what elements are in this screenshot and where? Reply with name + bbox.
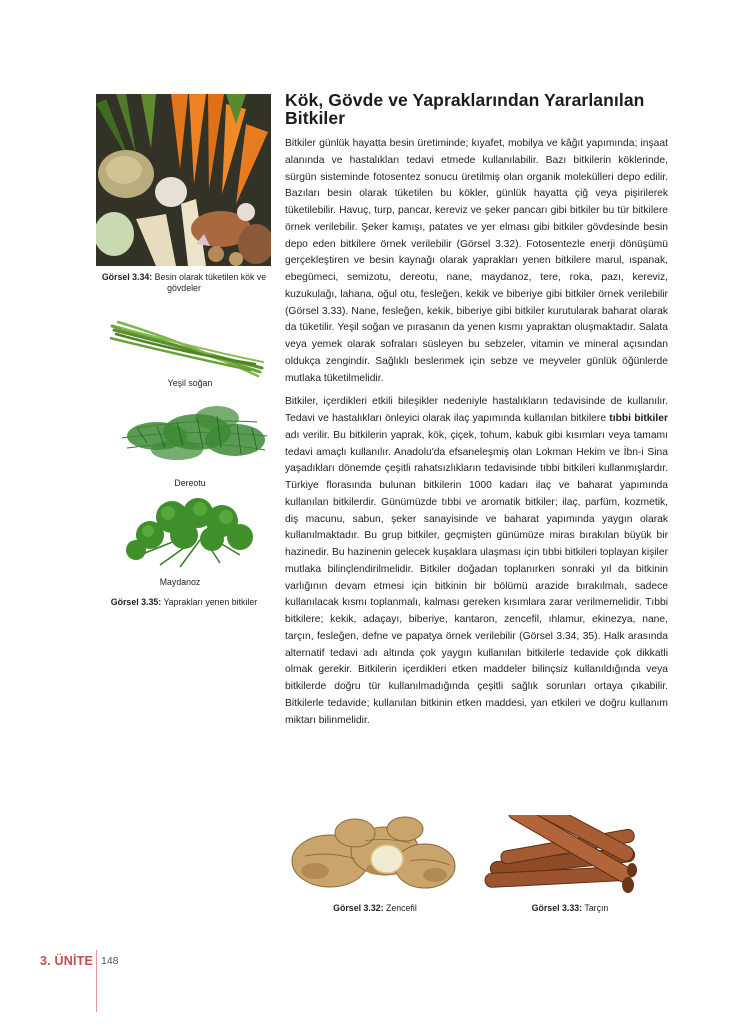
page-number: 148 bbox=[101, 955, 119, 967]
caption-label: Görsel 3.32: bbox=[333, 903, 384, 913]
caption-dill: Dereotu bbox=[174, 478, 206, 488]
caption-label: Görsel 3.34: bbox=[101, 272, 153, 282]
ginger-image bbox=[285, 811, 460, 901]
green-onion-image bbox=[110, 318, 265, 378]
cinnamon-image bbox=[480, 815, 640, 897]
root-vegetables-image bbox=[96, 94, 271, 266]
caption-label: Görsel 3.35: bbox=[110, 597, 162, 607]
caption-text: Yaprakları yenen bitkiler bbox=[163, 597, 258, 607]
paragraph-2-text-b: adı verilir. Bu bitkilerin yaprak, kök, çiçek, tohum, kabuk gibi kısımları veya tamamı tedavi amaçlı kullanılır. Anadolu'da efsaneleşmiş olan Lokman Hekim ve İbn-i Sina yaşadıkları dönemde çeşitli rahatsızlıkların tedavisinde tıbbi bitkileri kullanmışlardır. Türkiye florasında bulunan bitkilerin 1000 kadarı ilaç ve baharat yapımında kullanılan bitkilerdir. Günümüzde tıbbi ve aromatik bitkiler; ilaç, parfüm, kozmetik, diş macunu, sabun, şeker sanayisinde ve baharat yapımında yaygın olarak kullanılmaktadır. Bu grup bitkiler, geçmişten günümüze miras bırakılan büyük bir hazinedir. Bu hazinenin gelecek kuşaklara ulaşması için tıbbi bitkileri toplayan kişiler mutlaka bilinçlendirilmelidir. Bitkiler doğadan toplanırken sonraki yıl da bitkinin varlığının devam etmesi için bitkinin bir bölümü arazide bırakılmalı, sadece kullanılacak kısmı toplanmalı, kalması gereken kısımlara zarar verilmemelidir. Tıbbi bitkilere; kekik, adaçayı, biberiye, kantaron, zencefil, ıhlamur, ekinezya, nane, tarçın, fesleğen, defne ve papatya örnek verilebilir (Görsel 3.34, 35). Halk arasında alternatif tedavi adı altında çok yaygın kullanılan bitkilerle tedavide çok dikkatli olmak gerekir. Bitkilerin içerdikleri etken maddeler bilinçsiz kullanıldığında veya bitkilerde doğru tür kullanılmadığında çeşitli sağlık sorunları ortaya çıkabilir. Bitkilerle tedavide; kullanılan bitkinin etken maddesi, yan etkileri ve doğru kullanım miktarı bilinmelidir. bbox=[285, 429, 668, 726]
caption-green-onion: Yeşil soğan bbox=[167, 378, 213, 388]
unit-label: 3. ÜNİTE bbox=[40, 954, 93, 968]
parsley-image bbox=[120, 495, 260, 570]
paragraph-1: Bitkiler günlük hayatta besin üretiminde; kıyafet, mobilya ve kâğıt yapımında; inşaat alanında ve hastalıkları tedavi etmede kullanılabilir. Bazı bitkilerin köklerinde, sürgün sisteminde fotosentez sonucu üretilmiş olan organik molekülleri depo edilir. Bazıları besin olarak tüketilen bu kökler, günlük hayatta çiğ veya pişirilerek tüketilebilir. Havuç, turp, pancar, kereviz ve şeker pancarı gibi bitkiler bu tür bitkilere örnek verilebilir. Şeker kamışı, patates ve yer elması gibi bitkiler gövdesinde besin depo eden bitkilere örnek verilebilir (Görsel 3.32). Fotosentezle enerji dönüşümü gerçekleştiren ve besin kaynağı olarak yaprakları yenen bitkilere marul, ıspanak, ebegümeci, semizotu, dereotu, nane, maydanoz, tere, roka, pazı, kereviz, kuzukulağı, lahana, oğul otu, fesleğen, kekik ve biberiye gibi bitkiler örnek verilebilir (Görsel 3.33). Nane, fesleğen, kekik, biberiye gibi bitkiler kurutularak baharat olarak da tüketilir. Yeşil soğan ve pırasanın da yenen kısmı yapraktan oluşmaktadır. Salata veya yemek olarak sofraları süsleyen bu sebzeler, vitamin ve mineral açısından oldukça zengindir. Sağlıklı beslenmek için sebze ve meyveler günlük öğünlerde mutlaka tüketilmelidir. bbox=[285, 138, 668, 384]
paragraph-2 bbox=[285, 394, 668, 729]
caption-gorsel-3-34 bbox=[98, 272, 270, 294]
caption-gorsel-3-35 bbox=[96, 597, 272, 608]
body-text bbox=[285, 136, 668, 729]
caption-label: Görsel 3.33: bbox=[531, 903, 583, 913]
caption-gorsel-3-33 bbox=[505, 903, 635, 914]
footer-divider bbox=[96, 950, 97, 1012]
caption-gorsel-3-32 bbox=[290, 903, 460, 914]
dill-image bbox=[117, 398, 272, 470]
caption-text: Tarçın bbox=[584, 903, 609, 913]
caption-parsley: Maydanoz bbox=[159, 577, 201, 587]
caption-text: Besin olarak tüketilen kök ve gövdeler bbox=[154, 272, 267, 293]
term-tibbi-bitkiler: tıbbi bitkiler bbox=[609, 413, 668, 424]
section-heading: Kök, Gövde ve Yapraklarından Yararlanılan Bitkiler bbox=[285, 90, 645, 128]
paragraph-2-text-a: Bitkiler, içerdikleri etkili bileşikler nedeniyle hastalıkların tedavisinde de kullanılır. Tedavi ve hastalıkları önleyici olarak ilaç yapımında kullanılan bitkilere bbox=[285, 396, 668, 424]
caption-text: Zencefil bbox=[386, 903, 417, 913]
